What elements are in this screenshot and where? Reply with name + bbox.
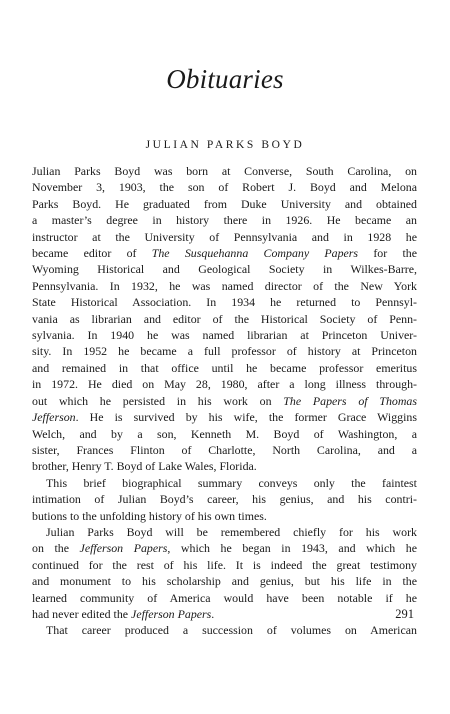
body-line: Parks Boyd. He graduated from Duke University and obtained: [32, 196, 417, 211]
body-line: a master’s degree in history there in 1926. He became an: [32, 213, 417, 228]
body-line: had never edited the Jefferson Papers.: [32, 606, 215, 621]
body-line: brother, Henry T. Boyd of Lake Wales, Florida.: [32, 459, 257, 474]
body-line: became editor of The Susquehanna Company Papers for the: [32, 246, 417, 261]
body-line: instructor at the University of Pennsylvania and in 1928 he: [32, 229, 417, 244]
body-line: Jefferson. He is survived by his wife, the former Grace Wiggins: [32, 410, 417, 425]
body-line: sister, Frances Flinton of Charlotte, North Carolina, and a: [32, 442, 417, 457]
body-line: Pennsylvania. In 1932, he was named director of the New York: [32, 278, 417, 293]
page-number: 291: [395, 607, 414, 621]
body-line: in 1972. He died on May 28, 1980, after a long illness through-: [32, 377, 417, 392]
body-line: Wyoming Historical and Geological Society in Wilkes-Barre,: [32, 262, 417, 277]
body-line: Julian Parks Boyd was born at Converse, South Carolina, on: [32, 164, 417, 178]
body-line: Julian Parks Boyd will be remembered chiefly for his work: [46, 524, 417, 539]
body-line: out which he persisted in his work on The Papers of Thomas: [32, 393, 417, 408]
body-line: sity. In 1952 he became a full professor of history at Princeton: [32, 344, 417, 359]
body-line: This brief biographical summary conveys only the faintest: [46, 475, 417, 490]
body-line: Welch, and by a son, Kenneth M. Boyd of Washington, a: [32, 426, 417, 441]
section-title: Obituaries: [166, 64, 284, 94]
body-line: continued for the rest of his life. It is indeed the great testimony: [32, 557, 417, 572]
body-line: State Historical Association. In 1934 he returned to Pennsyl-: [32, 295, 417, 310]
body-line: on the Jefferson Papers, which he began in 1943, and which he: [32, 541, 417, 556]
body-line: November 3, 1903, the son of Robert J. Boyd and Melona: [32, 180, 417, 195]
body-line: intimation of Julian Boyd’s career, his genius, and his contri-: [32, 492, 417, 507]
obituary-name: JULIAN PARKS BOYD: [145, 139, 305, 151]
body-line: That career produced a succession of volumes on American: [46, 623, 417, 638]
body-line: butions to the unfolding history of his own times.: [32, 508, 267, 523]
obituary-body: [32, 163, 417, 639]
body-line: learned community of America would have been notable if he: [32, 590, 417, 605]
body-line: and monument to his scholarship and genius, but his life in the: [32, 574, 417, 589]
body-line: vania as librarian and editor of the Historical Society of Penn-: [32, 311, 417, 326]
body-line: and remained in that office until he became professor emeritus: [32, 360, 417, 375]
body-line: sylvania. In 1940 he was named librarian at Princeton Univer-: [32, 328, 417, 343]
